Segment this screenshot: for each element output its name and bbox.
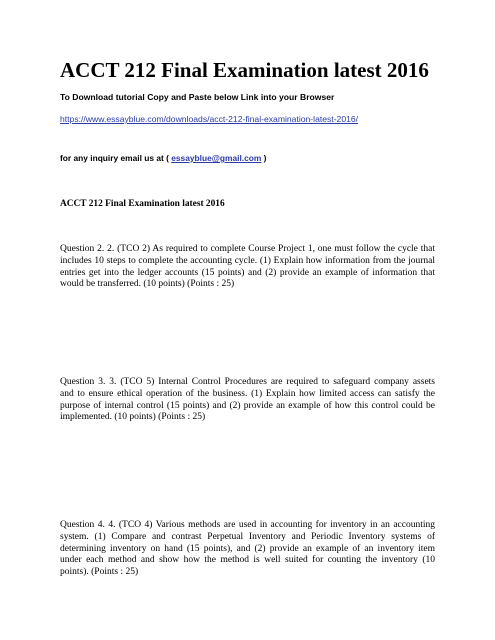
question-line: implemented. (10 points) (Points : 25): [60, 412, 206, 423]
question-line: includes 10 steps to complete the accounting cycle. (1) Explain how information from the journal: [60, 255, 435, 266]
question-line: system. (1) Compare and contrast Perpetual Inventory and Periodic Inventory systems of: [60, 531, 435, 542]
inquiry-prefix: for any inquiry email us at (: [60, 153, 169, 163]
question-2: [60, 244, 435, 291]
question-line: points). (Points : 25): [60, 567, 139, 578]
question-line: under each method and show how the method is well suited for counting the inventory (10: [60, 555, 435, 566]
question-line: Question 2. 2. (TCO 2) As required to complete Course Project 1, one must follow the cycle that: [60, 244, 435, 254]
download-link[interactable]: https://www.essayblue.com/downloads/acct-212-final-examination-latest-2016/: [60, 114, 359, 124]
question-line: Question 3. 3. (TCO 5) Internal Control Procedures are required to safeguard company assets: [60, 377, 435, 387]
question-4: [60, 520, 435, 579]
question-3: [60, 377, 435, 424]
question-line: entries get into the ledger accounts (15 points) and (2) provide an example of information that: [60, 267, 435, 278]
download-instruction: To Download tutorial Copy and Paste below Link into your Browser: [60, 92, 335, 102]
question-line: purpose of internal control (15 points) and (2) provide an example of how this control could be: [60, 400, 435, 411]
question-line: determining inventory on hand (15 points), and (2) provide an example of an inventory item: [60, 543, 435, 554]
inquiry-suffix: ): [263, 153, 267, 163]
question-line: and to ensure ethical operation of the business. (1) Explain how limited access can satisfy the: [60, 388, 435, 399]
inquiry-line: [60, 153, 266, 163]
section-title: ACCT 212 Final Examination latest 2016: [60, 199, 225, 209]
question-line: would be transferred. (10 points) (Points : 25): [60, 279, 235, 290]
document-title: ACCT 212 Final Examination latest 2016: [60, 58, 429, 82]
inquiry-email-link[interactable]: essayblue@gmail.com: [171, 153, 262, 163]
question-line: Question 4. 4. (TCO 4) Various methods are used in accounting for inventory in an accounting: [60, 520, 435, 530]
